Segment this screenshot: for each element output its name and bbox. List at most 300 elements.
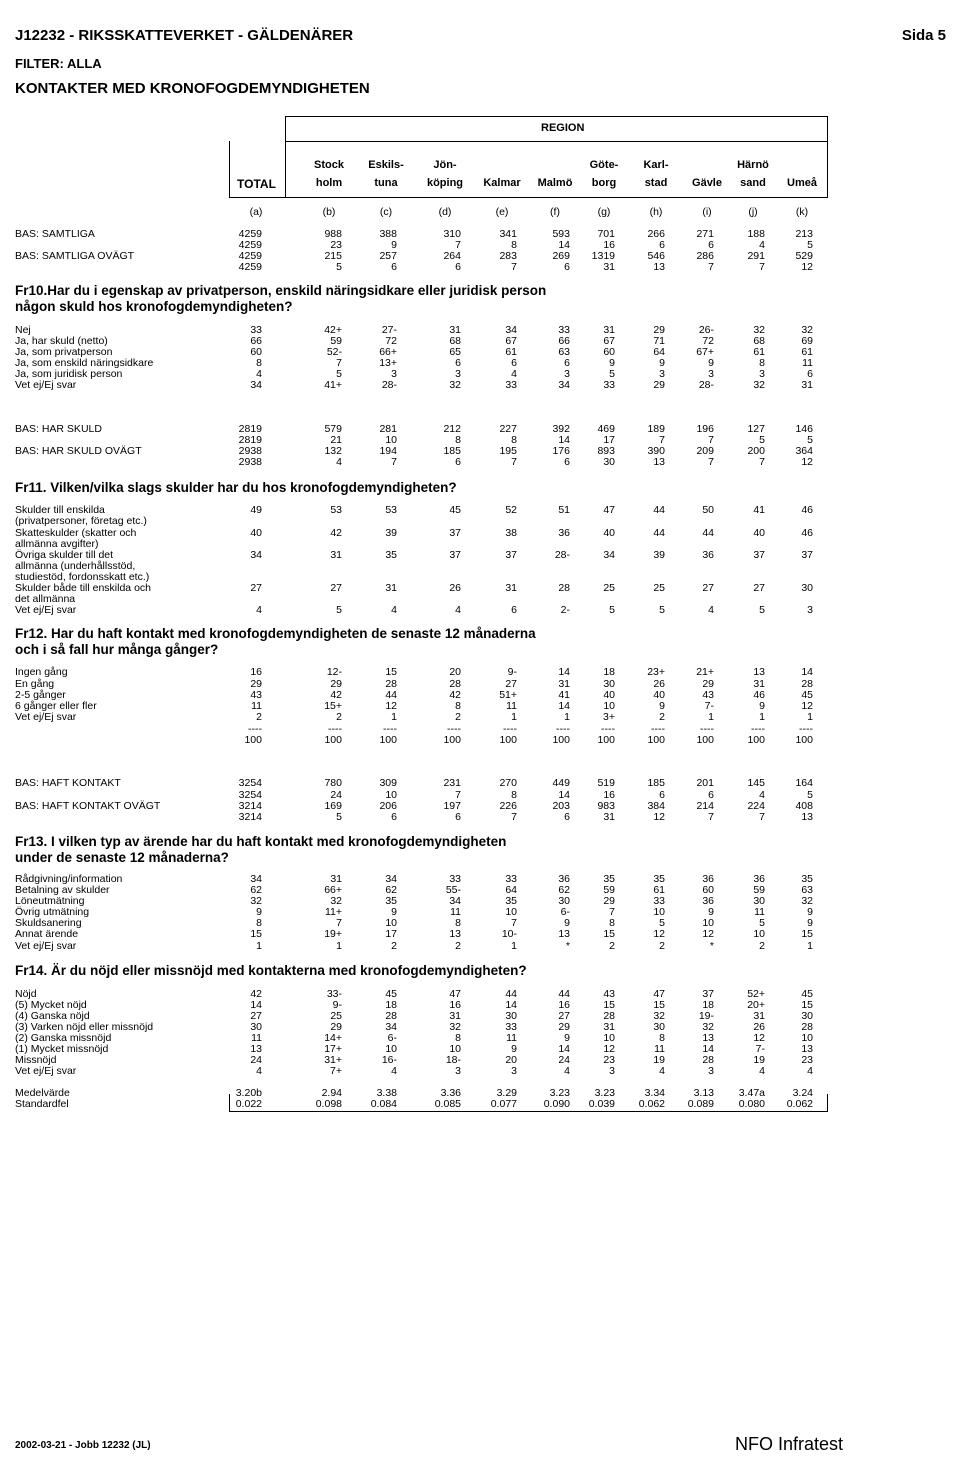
table-cell: 45 bbox=[801, 988, 813, 1000]
column-header-bottom: tuna bbox=[374, 177, 398, 189]
table-cell: 30 bbox=[753, 895, 765, 907]
table-cell: 10 bbox=[385, 789, 397, 801]
table-cell: 145 bbox=[747, 777, 765, 789]
table-cell: 29 bbox=[330, 678, 342, 690]
row-label: BAS: HAR SKULD OVÄGT bbox=[15, 445, 142, 457]
table-cell: 15 bbox=[385, 666, 397, 678]
table-cell: 19+ bbox=[324, 928, 342, 940]
table-cell: 17 bbox=[385, 928, 397, 940]
table-cell: 14 bbox=[250, 999, 262, 1011]
table-cell: 9 bbox=[759, 700, 765, 712]
region-heading: REGION bbox=[541, 122, 585, 134]
table-cell: 201 bbox=[696, 777, 714, 789]
table-cell: 6 bbox=[659, 239, 665, 251]
table-row bbox=[0, 896, 960, 907]
table-cell: 36 bbox=[702, 873, 714, 885]
table-cell: 11 bbox=[251, 1032, 262, 1044]
table-cell: 29 bbox=[702, 678, 714, 690]
table-cell: 60 bbox=[603, 346, 615, 358]
table-row bbox=[0, 1000, 960, 1011]
table-cell: 3 bbox=[455, 1065, 461, 1077]
table-cell: 9 bbox=[564, 1032, 570, 1044]
table-cell: 3 bbox=[807, 604, 813, 616]
table-row bbox=[0, 424, 960, 435]
row-label: Löneutmätning bbox=[15, 895, 85, 907]
table-cell: 53 bbox=[330, 504, 342, 516]
table-cell: 5 bbox=[659, 917, 665, 929]
table-cell: 5 bbox=[759, 434, 765, 446]
column-header-top: Stock bbox=[314, 159, 344, 171]
table-cell: 7 bbox=[708, 811, 714, 823]
table-cell: 41+ bbox=[324, 379, 342, 391]
row-label: Rådgivning/information bbox=[15, 873, 123, 885]
table-cell: 37 bbox=[449, 527, 461, 539]
table-cell: 30 bbox=[603, 456, 615, 468]
table-cell: 15 bbox=[801, 928, 813, 940]
table-cell: 1 bbox=[708, 711, 714, 723]
table-cell: 66+ bbox=[324, 884, 342, 896]
table-cell: 9 bbox=[659, 357, 665, 369]
table-cell: 0.062 bbox=[786, 1098, 813, 1110]
table-cell: 10 bbox=[449, 1043, 461, 1055]
table-cell: 5 bbox=[807, 239, 813, 251]
row-label: Övriga skulder till det bbox=[15, 549, 114, 561]
table-cell: 32 bbox=[801, 324, 813, 336]
table-cell: 52+ bbox=[747, 988, 765, 1000]
table-cell: 18 bbox=[603, 666, 615, 678]
table-cell: 36 bbox=[753, 873, 765, 885]
table-cell: 27 bbox=[330, 582, 342, 594]
table-cell: 1 bbox=[807, 940, 813, 952]
row-label: Medelvärde bbox=[15, 1087, 70, 1099]
table-cell: 32 bbox=[330, 895, 342, 907]
table-row bbox=[0, 801, 960, 812]
table-cell: 33 bbox=[250, 324, 262, 336]
table-cell: 7 bbox=[511, 261, 517, 273]
table-cell: 63 bbox=[558, 346, 570, 358]
table-cell: 9 bbox=[391, 239, 397, 251]
table-row bbox=[0, 735, 960, 746]
table-cell: 6 bbox=[511, 357, 517, 369]
table-cell: 19 bbox=[753, 1054, 765, 1066]
table-cell: 39 bbox=[385, 527, 397, 539]
table-cell: 15 bbox=[603, 928, 615, 940]
table-cell: 4 bbox=[807, 1065, 813, 1077]
table-cell: 309 bbox=[379, 777, 397, 789]
table-cell: 61 bbox=[653, 884, 665, 896]
table-cell: 4259 bbox=[238, 250, 262, 262]
table-cell: 341 bbox=[499, 228, 517, 240]
table-cell: 14 bbox=[558, 239, 570, 251]
table-cell: 4 bbox=[256, 1065, 262, 1077]
table-cell: 5 bbox=[336, 368, 342, 380]
table-cell: 67 bbox=[603, 335, 615, 347]
table-cell: 4 bbox=[391, 604, 397, 616]
table-cell: 6 bbox=[708, 789, 714, 801]
table-cell: 224 bbox=[747, 800, 765, 812]
table-cell: 26 bbox=[753, 1021, 765, 1033]
table-cell: 7 bbox=[511, 917, 517, 929]
table-row bbox=[0, 369, 960, 380]
table-cell: 31 bbox=[505, 582, 517, 594]
row-label: Nöjd bbox=[15, 988, 37, 1000]
table-cell: 6- bbox=[560, 906, 570, 918]
table-cell: 24 bbox=[330, 789, 342, 801]
table-cell: 0.098 bbox=[315, 1098, 342, 1110]
table-cell: 26 bbox=[449, 582, 461, 594]
table-cell: 4 bbox=[256, 368, 262, 380]
table-cell: 0.090 bbox=[543, 1098, 570, 1110]
table-cell: 41 bbox=[558, 689, 570, 701]
table-cell: 45 bbox=[801, 689, 813, 701]
table-cell: 3254 bbox=[238, 789, 262, 801]
table-cell: 9 bbox=[256, 906, 262, 918]
table-cell: ---- bbox=[248, 723, 262, 735]
table-cell: 4 bbox=[759, 789, 765, 801]
table-cell: 31 bbox=[449, 324, 461, 336]
table-cell: 68 bbox=[449, 335, 461, 347]
table-row bbox=[0, 550, 960, 561]
table-cell: 9 bbox=[807, 917, 813, 929]
table-cell: 983 bbox=[597, 800, 615, 812]
row-label: (1) Mycket missnöjd bbox=[15, 1043, 109, 1055]
row-label-continuation: studiestöd, fordonsskatt etc.) bbox=[15, 571, 150, 583]
table-cell: 31 bbox=[330, 873, 342, 885]
table-cell: 37 bbox=[449, 549, 461, 561]
table-cell: 1 bbox=[511, 940, 517, 952]
table-cell: 10- bbox=[501, 928, 517, 940]
table-cell: 5 bbox=[609, 368, 615, 380]
table-cell: 17+ bbox=[324, 1043, 342, 1055]
table-cell: 7 bbox=[759, 456, 765, 468]
table-cell: 12 bbox=[801, 456, 813, 468]
table-cell: 47 bbox=[653, 988, 665, 1000]
table-cell: 30 bbox=[558, 895, 570, 907]
table-row bbox=[0, 907, 960, 918]
table-cell: 200 bbox=[747, 445, 765, 457]
table-cell: 9 bbox=[708, 906, 714, 918]
table-row bbox=[0, 446, 960, 457]
table-cell: 8 bbox=[511, 789, 517, 801]
table-row bbox=[0, 1033, 960, 1044]
column-header-bottom: Malmö bbox=[537, 177, 573, 189]
table-cell: 11 bbox=[754, 906, 765, 918]
table-cell: 27- bbox=[381, 324, 397, 336]
table-cell: 3254 bbox=[238, 777, 262, 789]
table-cell: 0.089 bbox=[687, 1098, 714, 1110]
table-cell: 24 bbox=[558, 1054, 570, 1066]
table-cell: 4 bbox=[564, 1065, 570, 1077]
table-cell: 4 bbox=[759, 239, 765, 251]
table-cell: 42 bbox=[250, 988, 262, 1000]
table-row bbox=[0, 240, 960, 251]
table-cell: 100 bbox=[324, 734, 342, 746]
table-row bbox=[0, 874, 960, 885]
table-cell: 33 bbox=[505, 1021, 517, 1033]
table-cell: 30 bbox=[801, 1010, 813, 1022]
table-cell: 44 bbox=[505, 988, 517, 1000]
table-cell: 7 bbox=[659, 434, 665, 446]
table-cell: 6 bbox=[807, 368, 813, 380]
table-cell: 28 bbox=[801, 678, 813, 690]
table-cell: 28 bbox=[385, 1010, 397, 1022]
table-cell: 2938 bbox=[238, 456, 262, 468]
table-cell: 32 bbox=[449, 1021, 461, 1033]
table-cell: 8 bbox=[256, 917, 262, 929]
table-cell: ---- bbox=[383, 723, 397, 735]
table-cell: 4 bbox=[256, 604, 262, 616]
table-cell: 51+ bbox=[499, 689, 517, 701]
table-cell: 31 bbox=[753, 678, 765, 690]
table-cell: 197 bbox=[443, 800, 461, 812]
table-cell: 1 bbox=[564, 711, 570, 723]
table-cell: 28- bbox=[554, 549, 570, 561]
table-cell: 1 bbox=[391, 711, 397, 723]
table-cell: 14+ bbox=[324, 1032, 342, 1044]
table-cell: 2 bbox=[455, 711, 461, 723]
table-cell: 7 bbox=[391, 456, 397, 468]
table-cell: 16 bbox=[558, 999, 570, 1011]
table-cell: 209 bbox=[696, 445, 714, 457]
table-cell: 33 bbox=[603, 379, 615, 391]
table-cell: 61 bbox=[505, 346, 517, 358]
table-cell: 29 bbox=[653, 379, 665, 391]
column-header-bottom: holm bbox=[315, 177, 343, 189]
table-cell: 34 bbox=[250, 379, 262, 391]
question-title: Fr13. I vilken typ av ärende har du haft kontakt med kronofogdemyndigheten bbox=[15, 834, 507, 849]
table-cell: 31 bbox=[753, 1010, 765, 1022]
table-cell: 8 bbox=[455, 1032, 461, 1044]
table-cell: 6 bbox=[659, 789, 665, 801]
table-cell: 40 bbox=[753, 527, 765, 539]
table-cell: 3 bbox=[564, 368, 570, 380]
table-cell: 25 bbox=[603, 582, 615, 594]
table-cell: 7 bbox=[708, 456, 714, 468]
table-cell: 23 bbox=[603, 1054, 615, 1066]
table-cell: 1 bbox=[336, 940, 342, 952]
table-cell: 12 bbox=[385, 700, 397, 712]
table-cell: 55- bbox=[445, 884, 461, 896]
table-cell: 30 bbox=[250, 1021, 262, 1033]
table-cell: 12 bbox=[801, 261, 813, 273]
table-cell: 7 bbox=[455, 239, 461, 251]
table-cell: 9 bbox=[708, 357, 714, 369]
table-cell: 7 bbox=[511, 456, 517, 468]
table-cell: 9 bbox=[564, 917, 570, 929]
table-cell: 701 bbox=[597, 228, 615, 240]
table-cell: 0.039 bbox=[588, 1098, 615, 1110]
table-cell: 30 bbox=[603, 678, 615, 690]
table-cell: 7- bbox=[755, 1043, 765, 1055]
table-cell: 6 bbox=[511, 604, 517, 616]
table-cell: 60 bbox=[702, 884, 714, 896]
row-label-continuation: (privatpersoner, företag etc.) bbox=[15, 515, 147, 527]
row-label: Betalning av skulder bbox=[15, 884, 110, 896]
table-cell: 11+ bbox=[324, 906, 342, 918]
question-title-line2: och i så fall hur många gånger? bbox=[15, 642, 219, 657]
table-cell: 28- bbox=[698, 379, 714, 391]
table-cell: 36 bbox=[558, 527, 570, 539]
table-cell: 226 bbox=[499, 800, 517, 812]
table-cell: 3.47a bbox=[738, 1087, 765, 1099]
table-cell: 9 bbox=[659, 700, 665, 712]
table-cell: 47 bbox=[449, 988, 461, 1000]
table-cell: ---- bbox=[556, 723, 570, 735]
table-cell: 1 bbox=[511, 711, 517, 723]
table-cell: 13 bbox=[702, 1032, 714, 1044]
table-cell: 988 bbox=[324, 228, 342, 240]
table-cell: 42 bbox=[449, 689, 461, 701]
table-row bbox=[0, 724, 960, 735]
table-cell: 16 bbox=[603, 789, 615, 801]
table-cell: 100 bbox=[499, 734, 517, 746]
column-letter: (e) bbox=[495, 206, 509, 218]
column-letter: (c) bbox=[379, 206, 393, 218]
row-label: BAS: HAFT KONTAKT OVÄGT bbox=[15, 800, 161, 812]
table-cell: 40 bbox=[603, 527, 615, 539]
table-cell: 25 bbox=[653, 582, 665, 594]
table-cell: 24 bbox=[250, 1054, 262, 1066]
table-cell: 46 bbox=[753, 689, 765, 701]
table-cell: 100 bbox=[747, 734, 765, 746]
table-cell: 21 bbox=[330, 434, 342, 446]
table-cell: ---- bbox=[700, 723, 714, 735]
table-cell: 21+ bbox=[696, 666, 714, 678]
table-cell: 40 bbox=[250, 527, 262, 539]
row-label-continuation: det allmänna bbox=[15, 593, 76, 605]
table-cell: 65 bbox=[449, 346, 461, 358]
table-cell: 3+ bbox=[603, 711, 615, 723]
table-cell: 2 bbox=[659, 711, 665, 723]
row-label: Skulder både till enskilda och bbox=[15, 582, 151, 594]
table-cell: 16 bbox=[603, 239, 615, 251]
table-cell: 30 bbox=[801, 582, 813, 594]
table-cell: 29 bbox=[653, 324, 665, 336]
table-cell: 1 bbox=[807, 711, 813, 723]
table-cell: 529 bbox=[795, 250, 813, 262]
table-cell: 13+ bbox=[379, 357, 397, 369]
table-cell: 44 bbox=[385, 689, 397, 701]
table-row bbox=[0, 457, 960, 468]
table-cell: 29 bbox=[558, 1021, 570, 1033]
table-cell: 6 bbox=[564, 261, 570, 273]
table-row bbox=[0, 1077, 960, 1088]
table-cell: ---- bbox=[799, 723, 813, 735]
table-cell: 5 bbox=[659, 604, 665, 616]
table-cell: 7 bbox=[759, 261, 765, 273]
table-cell: 286 bbox=[696, 250, 714, 262]
table-cell: 13 bbox=[753, 666, 765, 678]
table-cell: 34 bbox=[385, 873, 397, 885]
table-cell: 6 bbox=[455, 811, 461, 823]
table-cell: 10 bbox=[505, 906, 517, 918]
table-cell: 9 bbox=[391, 906, 397, 918]
table-cell: 3.23 bbox=[549, 1087, 570, 1099]
table-cell: 4259 bbox=[238, 228, 262, 240]
table-cell: 59 bbox=[330, 335, 342, 347]
table-cell: 0.085 bbox=[434, 1098, 461, 1110]
table-cell: 60 bbox=[250, 346, 262, 358]
table-cell: 9- bbox=[507, 666, 517, 678]
column-letter: (b) bbox=[322, 206, 336, 218]
table-cell: 32 bbox=[449, 379, 461, 391]
row-label: Övrig utmätning bbox=[15, 906, 90, 918]
row-label: (4) Ganska nöjd bbox=[15, 1010, 90, 1022]
table-cell: 169 bbox=[324, 800, 342, 812]
table-row bbox=[0, 778, 960, 789]
table-cell: 15 bbox=[653, 999, 665, 1011]
row-label: Ja, har skuld (netto) bbox=[15, 335, 108, 347]
table-cell: 13 bbox=[801, 811, 813, 823]
table-cell: 6 bbox=[564, 456, 570, 468]
table-cell: 8 bbox=[609, 917, 615, 929]
table-cell: 6 bbox=[455, 456, 461, 468]
table-cell: 5 bbox=[609, 604, 615, 616]
row-label: Vet ej/Ej svar bbox=[15, 1065, 77, 1077]
table-cell: 19- bbox=[698, 1010, 714, 1022]
table-cell: 38 bbox=[505, 527, 517, 539]
table-cell: 206 bbox=[379, 800, 397, 812]
footer-job-info: 2002-03-21 - Jobb 12232 (JL) bbox=[15, 1440, 151, 1451]
table-cell: 4 bbox=[455, 604, 461, 616]
table-cell: 62 bbox=[558, 884, 570, 896]
table-cell: 5 bbox=[759, 917, 765, 929]
table-row bbox=[0, 712, 960, 723]
table-row bbox=[0, 358, 960, 369]
table-cell: 6 bbox=[455, 261, 461, 273]
row-label: Vet ej/Ej svar bbox=[15, 379, 77, 391]
column-letter: (h) bbox=[649, 206, 663, 218]
row-label: BAS: SAMTLIGA bbox=[15, 228, 95, 240]
table-cell: 185 bbox=[443, 445, 461, 457]
table-cell: 52 bbox=[505, 504, 517, 516]
row-label: 2-5 gånger bbox=[15, 689, 66, 701]
table-cell: 283 bbox=[499, 250, 517, 262]
total-heading: TOTAL bbox=[237, 177, 276, 191]
column-letter: (d) bbox=[438, 206, 452, 218]
table-cell: 4 bbox=[708, 604, 714, 616]
table-cell: 33 bbox=[558, 324, 570, 336]
table-cell: 100 bbox=[647, 734, 665, 746]
table-cell: 227 bbox=[499, 423, 517, 435]
column-header-bottom: Gävle bbox=[692, 177, 722, 189]
table-cell: 29 bbox=[250, 678, 262, 690]
table-cell: 3.24 bbox=[792, 1087, 813, 1099]
table-cell: 59 bbox=[603, 884, 615, 896]
table-cell: 1319 bbox=[591, 250, 615, 262]
table-cell: 23 bbox=[330, 239, 342, 251]
table-cell: 13 bbox=[449, 928, 461, 940]
table-cell: 32 bbox=[753, 379, 765, 391]
table-row bbox=[0, 1022, 960, 1033]
table-cell: 9- bbox=[332, 999, 342, 1011]
table-cell: 20 bbox=[449, 666, 461, 678]
table-cell: 6 bbox=[564, 811, 570, 823]
table-cell: 31 bbox=[603, 324, 615, 336]
table-cell: 212 bbox=[443, 423, 461, 435]
table-row bbox=[0, 583, 960, 594]
table-cell: 18- bbox=[445, 1054, 461, 1066]
row-label: Vet ej/Ej svar bbox=[15, 940, 77, 952]
table-cell: 6 bbox=[391, 811, 397, 823]
table-cell: 10 bbox=[385, 917, 397, 929]
table-cell: 3 bbox=[511, 1065, 517, 1077]
table-cell: 28 bbox=[603, 1010, 615, 1022]
table-cell: 49 bbox=[250, 504, 262, 516]
table-cell: 10 bbox=[653, 906, 665, 918]
table-cell: 64 bbox=[505, 884, 517, 896]
table-cell: 3.23 bbox=[594, 1087, 615, 1099]
